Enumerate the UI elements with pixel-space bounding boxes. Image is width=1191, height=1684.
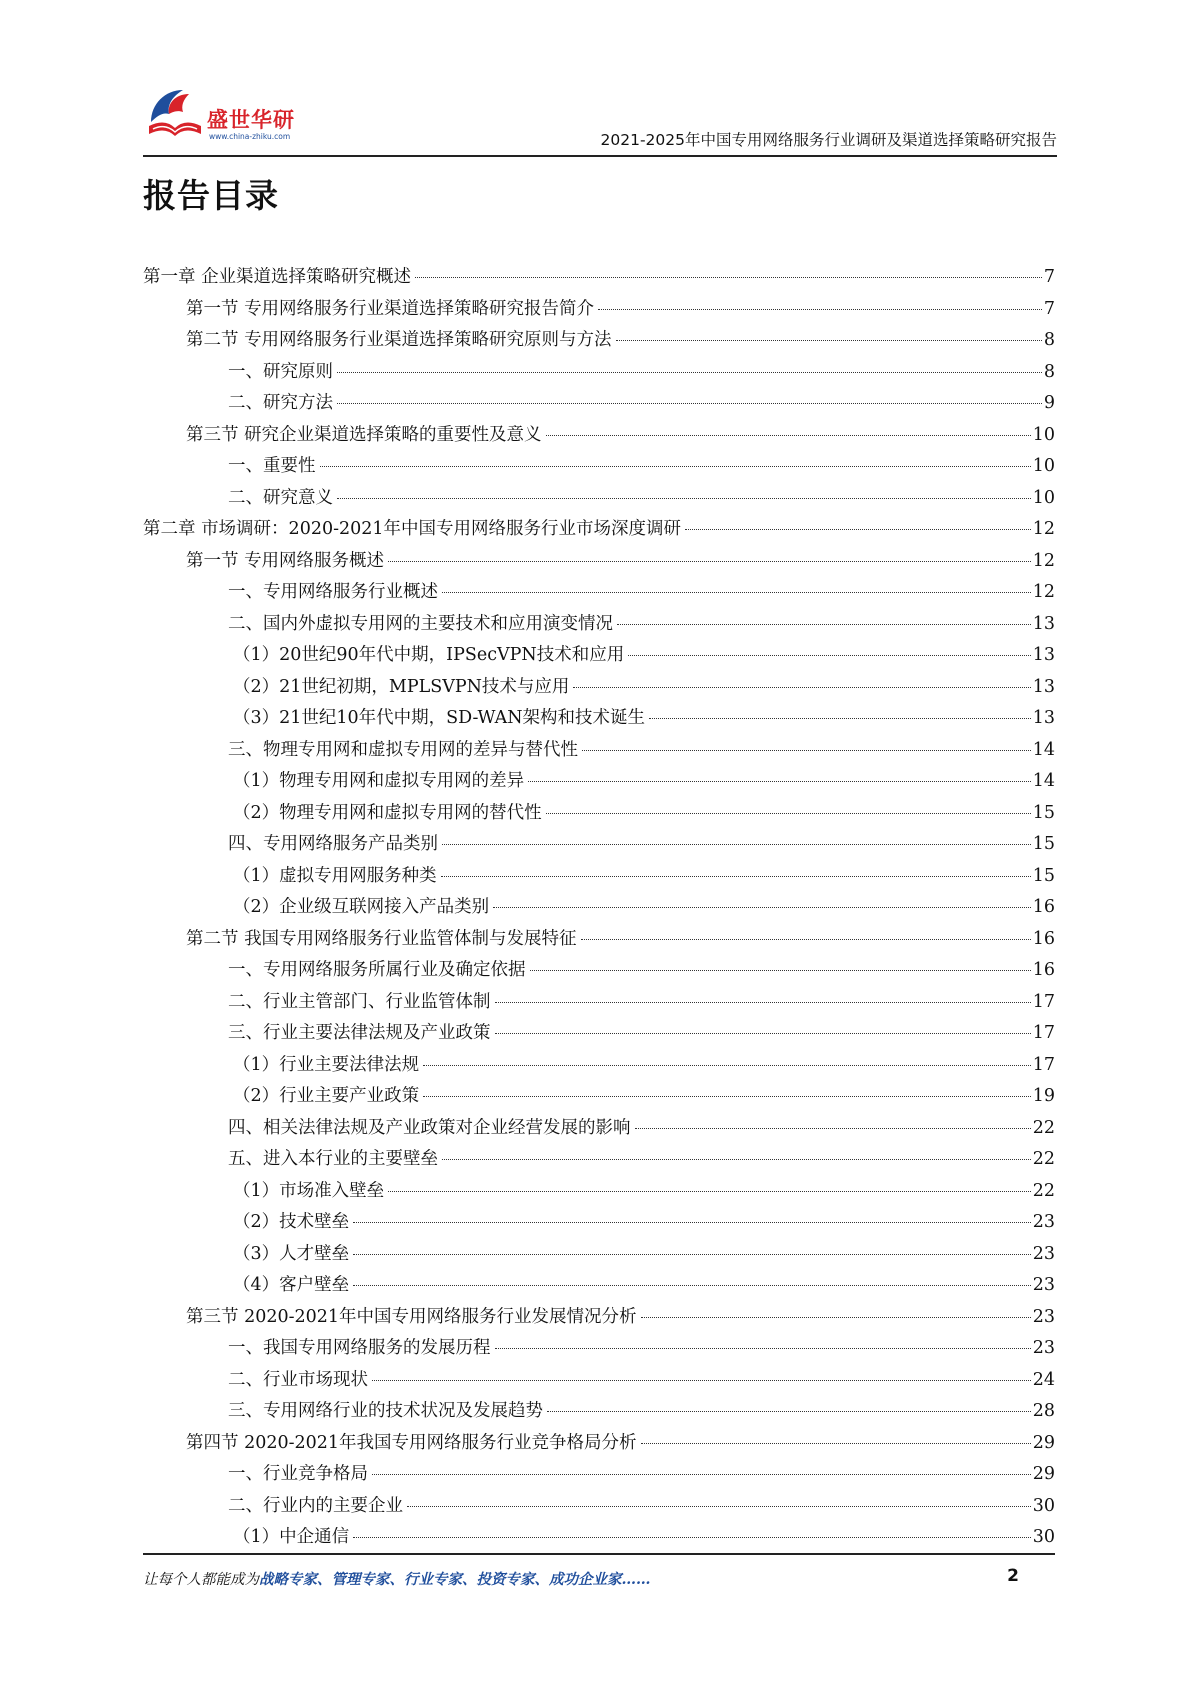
logo-book-icon bbox=[143, 82, 207, 144]
toc-entry[interactable] bbox=[143, 546, 1055, 578]
toc-entry[interactable] bbox=[143, 703, 1055, 735]
toc-entry-page: 28 bbox=[1032, 1401, 1055, 1421]
toc-dot-leader bbox=[546, 433, 1031, 436]
toc-entry-page: 8 bbox=[1043, 361, 1055, 382]
toc-entry[interactable] bbox=[143, 1018, 1055, 1050]
toc-dot-leader bbox=[353, 1252, 1031, 1255]
toc-entry-title: （2）21世纪初期，MPLSVPN技术与应用 bbox=[233, 676, 570, 697]
toc-entry-page: 17 bbox=[1032, 1054, 1055, 1075]
toc-dot-leader bbox=[441, 874, 1031, 877]
logo-url: www.china-zhiku.com bbox=[209, 132, 291, 141]
toc-entry-title: 一、专用网络服务行业概述 bbox=[228, 582, 438, 602]
toc-entry-page: 30 bbox=[1032, 1527, 1055, 1547]
toc-entry-page: 16 bbox=[1032, 928, 1055, 949]
toc-entry[interactable] bbox=[143, 1302, 1055, 1334]
toc-entry-title: 一、重要性 bbox=[228, 456, 316, 476]
toc-entry[interactable] bbox=[143, 1333, 1055, 1365]
toc-dot-leader bbox=[372, 1472, 1031, 1475]
toc-entry-page: 22 bbox=[1032, 1149, 1055, 1169]
toc-dot-leader bbox=[530, 968, 1031, 971]
toc-entry-title: 第一章 企业渠道选择策略研究概述 bbox=[143, 267, 412, 287]
toc-dot-leader bbox=[388, 1189, 1031, 1192]
toc-entry[interactable] bbox=[143, 955, 1055, 987]
toc-entry[interactable] bbox=[143, 294, 1055, 326]
toc-entry-page: 10 bbox=[1032, 456, 1055, 476]
toc-entry[interactable] bbox=[143, 1365, 1055, 1397]
toc-entry-page: 12 bbox=[1032, 519, 1055, 539]
toc-dot-leader bbox=[407, 1504, 1031, 1507]
toc-entry-title: 二、行业市场现状 bbox=[228, 1369, 368, 1390]
toc-entry-page: 15 bbox=[1032, 865, 1055, 886]
toc-entry-title: （3）21世纪10年代中期，SD-WAN架构和技术诞生 bbox=[233, 708, 646, 728]
toc-dot-leader bbox=[495, 1346, 1031, 1349]
toc-entry-title: 四、相关法律法规及产业政策对企业经营发展的影响 bbox=[228, 1117, 631, 1138]
toc-entry-title: （1）虚拟专用网服务种类 bbox=[233, 865, 437, 886]
toc-entry-title: 一、我国专用网络服务的发展历程 bbox=[228, 1338, 491, 1358]
toc-entry-title: 三、物理专用网和虚拟专用网的差异与替代性 bbox=[228, 739, 578, 760]
toc-dot-leader bbox=[495, 1031, 1031, 1034]
toc-entry[interactable] bbox=[143, 766, 1055, 798]
footer-divider bbox=[143, 1553, 1055, 1555]
toc-entry[interactable] bbox=[143, 1459, 1055, 1491]
toc-dot-leader bbox=[423, 1094, 1031, 1097]
toc-entry[interactable] bbox=[143, 483, 1055, 515]
toc-entry-page: 23 bbox=[1032, 1212, 1055, 1232]
toc-entry-title: （2）技术壁垒 bbox=[233, 1212, 350, 1232]
toc-entry[interactable] bbox=[143, 1239, 1055, 1271]
toc-dot-leader bbox=[495, 1000, 1031, 1003]
toc-entry-title: 第三节 研究企业渠道选择策略的重要性及意义 bbox=[186, 424, 542, 445]
toc-entry-page: 12 bbox=[1032, 582, 1055, 602]
toc-entry-page: 13 bbox=[1032, 645, 1055, 665]
toc-entry[interactable] bbox=[143, 1176, 1055, 1208]
page-heading: 报告目录 bbox=[143, 176, 279, 215]
page-number: 2 bbox=[1007, 1566, 1019, 1586]
toc-entry-title: 一、行业竞争格局 bbox=[228, 1464, 368, 1484]
toc-entry-title: 三、行业主要法律法规及产业政策 bbox=[228, 1023, 491, 1043]
toc-entry[interactable] bbox=[143, 609, 1055, 641]
toc-entry-title: （2）物理专用网和虚拟专用网的替代性 bbox=[233, 802, 542, 823]
toc-entry-title: 第二节 专用网络服务行业渠道选择策略研究原则与方法 bbox=[186, 330, 612, 350]
toc-dot-leader bbox=[581, 937, 1031, 940]
toc-dot-leader bbox=[353, 1220, 1031, 1223]
toc-entry-page: 13 bbox=[1032, 708, 1055, 728]
toc-entry-title: 一、研究原则 bbox=[228, 361, 333, 382]
toc-entry-page: 14 bbox=[1032, 771, 1055, 791]
company-logo bbox=[143, 82, 313, 150]
toc-entry-title: （1）市场准入壁垒 bbox=[233, 1180, 385, 1201]
toc-dot-leader bbox=[337, 401, 1042, 404]
toc-entry-page: 9 bbox=[1043, 393, 1055, 413]
toc-entry-page: 15 bbox=[1032, 802, 1055, 823]
toc-entry-page: 13 bbox=[1032, 676, 1055, 697]
toc-dot-leader bbox=[388, 559, 1031, 562]
toc-entry[interactable] bbox=[143, 924, 1055, 956]
toc-entry-title: （3）人才壁垒 bbox=[233, 1243, 350, 1264]
toc-dot-leader bbox=[372, 1378, 1031, 1381]
toc-entry[interactable] bbox=[143, 1270, 1055, 1302]
toc-entry-page: 17 bbox=[1032, 991, 1055, 1012]
toc-entry-title: （1）20世纪90年代中期，IPSecVPN技术和应用 bbox=[233, 645, 625, 665]
toc-dot-leader bbox=[641, 1441, 1031, 1444]
toc-entry[interactable] bbox=[143, 987, 1055, 1019]
toc-dot-leader bbox=[598, 307, 1042, 310]
toc-entry[interactable] bbox=[143, 1522, 1055, 1554]
toc-entry[interactable] bbox=[143, 262, 1055, 294]
toc-entry[interactable] bbox=[143, 640, 1055, 672]
toc-entry-title: （4）客户壁垒 bbox=[233, 1275, 350, 1295]
toc-dot-leader bbox=[442, 1157, 1031, 1160]
toc-dot-leader bbox=[685, 527, 1031, 530]
toc-dot-leader bbox=[320, 464, 1031, 467]
toc-dot-leader bbox=[547, 1409, 1031, 1412]
toc-entry[interactable] bbox=[143, 1396, 1055, 1428]
toc-entry-page: 19 bbox=[1032, 1086, 1055, 1106]
toc-entry[interactable] bbox=[143, 325, 1055, 357]
toc-entry[interactable] bbox=[143, 388, 1055, 420]
page-header bbox=[143, 82, 1057, 158]
toc-entry[interactable] bbox=[143, 798, 1055, 830]
footer-slogan-highlight: 战略专家、管理专家、行业专家、投资专家、成功企业家…… bbox=[259, 1571, 651, 1588]
toc-entry-page: 29 bbox=[1032, 1432, 1055, 1453]
toc-entry-title: 二、研究意义 bbox=[228, 487, 333, 508]
toc-entry-page: 7 bbox=[1043, 267, 1055, 287]
toc-entry-page: 29 bbox=[1032, 1464, 1055, 1484]
toc-entry-title: 三、专用网络行业的技术状况及发展趋势 bbox=[228, 1401, 543, 1421]
toc-dot-leader bbox=[442, 590, 1031, 593]
toc-entry[interactable] bbox=[143, 892, 1055, 924]
toc-entry[interactable] bbox=[143, 861, 1055, 893]
toc-entry-title: 二、行业主管部门、行业监管体制 bbox=[228, 991, 491, 1012]
toc-entry-page: 12 bbox=[1032, 550, 1055, 571]
toc-entry-page: 30 bbox=[1032, 1495, 1055, 1516]
toc-entry-page: 23 bbox=[1032, 1243, 1055, 1264]
toc-dot-leader bbox=[353, 1283, 1031, 1286]
toc-entry-title: （2）企业级互联网接入产品类别 bbox=[233, 897, 490, 917]
toc-entry[interactable] bbox=[143, 1207, 1055, 1239]
toc-entry[interactable] bbox=[143, 577, 1055, 609]
footer-slogan-prefix: 让每个人都能成为 bbox=[143, 1572, 259, 1588]
toc-entry-title: （1）中企通信 bbox=[233, 1527, 350, 1547]
toc-entry-page: 7 bbox=[1043, 298, 1055, 319]
toc-entry-title: 第四节 2020-2021年我国专用网络服务行业竞争格局分析 bbox=[186, 1432, 637, 1453]
logo-name: 盛世华研 bbox=[207, 108, 295, 132]
toc-dot-leader bbox=[635, 1126, 1031, 1129]
header-divider bbox=[143, 155, 1057, 157]
toc-dot-leader bbox=[415, 275, 1042, 278]
toc-dot-leader bbox=[353, 1535, 1031, 1538]
toc-dot-leader bbox=[442, 842, 1031, 845]
toc-dot-leader bbox=[337, 496, 1031, 499]
toc-entry-page: 8 bbox=[1043, 330, 1055, 350]
toc-dot-leader bbox=[616, 338, 1042, 341]
toc-entry-page: 23 bbox=[1032, 1275, 1055, 1295]
toc-entry-page: 10 bbox=[1032, 424, 1055, 445]
toc-entry-page: 22 bbox=[1032, 1180, 1055, 1201]
toc-entry-page: 23 bbox=[1032, 1306, 1055, 1327]
toc-entry-title: 一、专用网络服务所属行业及确定依据 bbox=[228, 960, 526, 980]
toc-entry[interactable] bbox=[143, 1113, 1055, 1145]
toc-entry[interactable] bbox=[143, 357, 1055, 389]
toc-entry[interactable] bbox=[143, 514, 1055, 546]
toc-entry-page: 24 bbox=[1032, 1369, 1055, 1390]
toc-entry-page: 15 bbox=[1032, 834, 1055, 854]
toc-dot-leader bbox=[649, 716, 1031, 719]
toc-entry-title: 第三节 2020-2021年中国专用网络服务行业发展情况分析 bbox=[186, 1306, 637, 1327]
toc-entry[interactable] bbox=[143, 1050, 1055, 1082]
toc-entry-title: （1）行业主要法律法规 bbox=[233, 1054, 420, 1075]
toc-entry-page: 16 bbox=[1032, 897, 1055, 917]
toc-entry-title: （1）物理专用网和虚拟专用网的差异 bbox=[233, 771, 525, 791]
toc-dot-leader bbox=[617, 622, 1031, 625]
toc-dot-leader bbox=[628, 653, 1030, 656]
report-title: 2021-2025年中国专用网络服务行业调研及渠道选择策略研究报告 bbox=[600, 131, 1057, 149]
toc-entry[interactable] bbox=[143, 672, 1055, 704]
toc-dot-leader bbox=[573, 685, 1030, 688]
toc-entry-title: 二、行业内的主要企业 bbox=[228, 1495, 403, 1516]
toc-dot-leader bbox=[546, 811, 1031, 814]
toc-entry-page: 16 bbox=[1032, 960, 1055, 980]
toc-entry-title: 五、进入本行业的主要壁垒 bbox=[228, 1149, 438, 1169]
toc-entry[interactable] bbox=[143, 735, 1055, 767]
toc-entry[interactable] bbox=[143, 829, 1055, 861]
toc-dot-leader bbox=[493, 905, 1031, 908]
toc-entry-title: 第一节 专用网络服务概述 bbox=[186, 550, 385, 571]
toc-entry-title: 四、专用网络服务产品类别 bbox=[228, 834, 438, 854]
toc-entry-title: 第二节 我国专用网络服务行业监管体制与发展特征 bbox=[186, 928, 577, 949]
toc-entry-page: 23 bbox=[1032, 1338, 1055, 1358]
toc-entry[interactable] bbox=[143, 451, 1055, 483]
table-of-contents bbox=[143, 262, 1055, 1554]
toc-entry-page: 17 bbox=[1032, 1023, 1055, 1043]
toc-dot-leader bbox=[423, 1063, 1031, 1066]
toc-entry-page: 22 bbox=[1032, 1117, 1055, 1138]
toc-entry-page: 10 bbox=[1032, 487, 1055, 508]
toc-entry-title: 第一节 专用网络服务行业渠道选择策略研究报告简介 bbox=[186, 298, 595, 319]
toc-dot-leader bbox=[582, 748, 1031, 751]
toc-entry-title: 第二章 市场调研：2020-2021年中国专用网络服务行业市场深度调研 bbox=[143, 519, 682, 539]
toc-dot-leader bbox=[641, 1315, 1031, 1318]
toc-entry[interactable] bbox=[143, 1491, 1055, 1523]
toc-dot-leader bbox=[337, 370, 1042, 373]
toc-entry-title: 二、国内外虚拟专用网的主要技术和应用演变情况 bbox=[228, 613, 613, 634]
toc-dot-leader bbox=[528, 779, 1031, 782]
toc-entry-title: （2）行业主要产业政策 bbox=[233, 1086, 420, 1106]
toc-entry-page: 14 bbox=[1032, 739, 1055, 760]
toc-entry-page: 13 bbox=[1032, 613, 1055, 634]
footer-slogan bbox=[143, 1568, 651, 1589]
toc-entry[interactable] bbox=[143, 1081, 1055, 1113]
toc-entry[interactable] bbox=[143, 1428, 1055, 1460]
toc-entry-title: 二、研究方法 bbox=[228, 393, 333, 413]
toc-entry[interactable] bbox=[143, 1144, 1055, 1176]
toc-entry[interactable] bbox=[143, 420, 1055, 452]
